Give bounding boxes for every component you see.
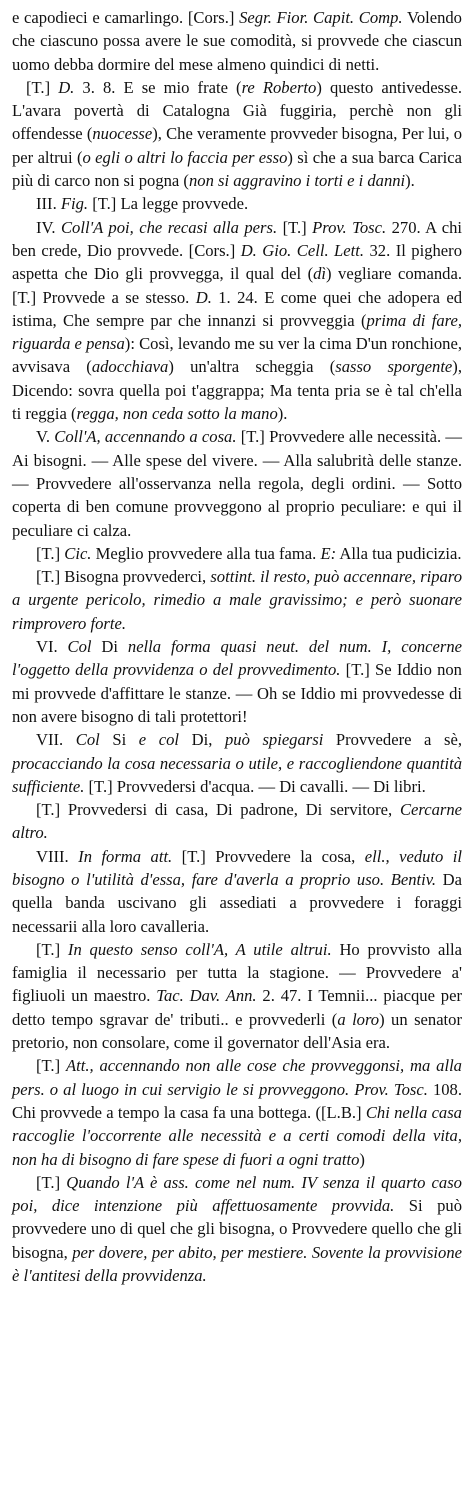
entry-paragraph (12, 845, 462, 938)
text-run: [T.] Bisogna provvederci, (36, 567, 211, 587)
text-run: Provvedere a sè, (323, 730, 462, 750)
italic-text-run: può spiegarsi (224, 730, 324, 750)
text-run: IV. (36, 217, 61, 237)
text-run: ) un senator pretorio, non consolare, come il governator dell'Asia era. (12, 1009, 462, 1053)
text-run: [T.] Provvedere alle necessità. — Ai bisogni. — Alle spese del vivere. — Alla salubrità delle stanze. — Provvedere all'osservanza nella regola, degli ordini. — Sotto coperta di ben comune provveggono al proprio peculiare: e qui il peculiare ci calza. (12, 427, 462, 540)
entry-paragraph (12, 6, 462, 76)
text-run: 2. 47. I Temnii... piacque per detto tempo sgravar de' tributi.. e provvederli ( (12, 986, 462, 1029)
text-run: Da quella banda uscivano gli assediati a provvedere i foraggi necessarii alla loro cavalleria. (12, 869, 462, 936)
italic-text-run: D. Gio. Cell. Lett. (240, 240, 365, 260)
italic-text-run: a loro (337, 1009, 380, 1029)
entry-paragraph (12, 76, 462, 192)
entry-paragraph (12, 542, 462, 565)
text-run: [T.] Provvedersi d'acqua. — Di cavalli. — Di libri. (84, 776, 426, 796)
italic-text-run: nella forma quasi neut. del num. I, concerne l'oggetto della provvidenza o del provvedimento. (12, 637, 463, 680)
italic-text-run: Segr. Fior. Capit. Comp. (239, 8, 403, 27)
italic-text-run: E: (320, 543, 337, 563)
italic-text-run: regga, non ceda sotto la mano (76, 404, 278, 424)
text-run: [T.] Provvedere la cosa, (172, 846, 365, 866)
text-run: ), Dicendo: sovra quella poi t'aggrappa; Ma tenta pria se è tal ch'ella ti reggia ( (12, 357, 462, 424)
italic-text-run: re Roberto (241, 77, 317, 97)
italic-text-run: In questo senso coll'A, A utile altrui. (67, 939, 332, 959)
text-run: Ho provvisto alla famiglia il necessario per tutta la stagione. — Provvedere a' figliuoli un maestro. (12, 939, 462, 1006)
text-run: [T.] Provvedersi di casa, Di padrone, Di servitore, (36, 800, 400, 820)
text-run: Si può provvedere uno di quel che gli bisogna, o Provvedere quello che gli bisogna, (12, 1196, 463, 1262)
italic-text-run: prima di fare, riguarda e pensa (12, 310, 462, 354)
italic-text-run: adocchiava (91, 357, 169, 377)
entry-paragraph (12, 216, 462, 426)
text-run: Alla tua pudicizia. (336, 543, 462, 563)
italic-text-run: nuocesse (92, 124, 153, 144)
italic-text-run: e col (138, 730, 180, 750)
text-run: [T.] (26, 77, 59, 97)
entry-paragraph (12, 728, 462, 798)
text-run: [T.] (36, 1172, 67, 1192)
text-run: VII. (36, 730, 76, 750)
text-run: 108. Chi provvede a tempo la casa fa una bottega. ([L.B.] (12, 1079, 462, 1122)
italic-text-run: Fig. (60, 194, 89, 214)
entry-paragraph (12, 635, 462, 728)
text-run: ) sì che a sua barca Carica più di carco non si pogna ( (12, 147, 463, 191)
text-run: Meglio provvedere alla tua fama. (91, 543, 321, 563)
text-run: V. (36, 427, 55, 447)
italic-text-run: Att., accennando non alle cose che provveggonsi, ma alla pers. o al luogo in cui servigio le si provveggono. Prov. Tosc. (12, 1056, 462, 1099)
italic-text-run: Quando l'A è ass. come nel num. IV senza il quarto caso poi, dice intenzione più affettuosamente provvida. (12, 1172, 462, 1216)
italic-text-run: Prov. Tosc. (312, 217, 387, 237)
text-run: [T.] (36, 939, 68, 959)
text-run: 3. 8. E se mio frate ( (74, 77, 242, 97)
text-run: 270. A chi ben crede, Dio provvede. [Cors.] (12, 217, 462, 260)
italic-text-run: o egli o altri lo faccia per esso (82, 147, 288, 167)
text-run: 1. 24. E come quei che adopera ed istima, Che sempre par che innanzi si provveggia ( (12, 287, 463, 330)
italic-text-run: D. (58, 77, 75, 97)
entry-paragraph (12, 565, 462, 635)
text-run: Volendo che ciascuno possa avere le sue comodità, si provvede che ciascun uomo debba dormire del mese almeno quindici di netti. (12, 8, 462, 74)
text-run: [T.] (36, 543, 65, 563)
text-run: ): Così, levando me su ver la cima D'un ronchione, avvisava ( (12, 334, 462, 377)
text-run: ) un'altra scheggia ( (168, 357, 336, 377)
text-run: ). (405, 171, 415, 191)
text-run: [T.] (36, 1056, 66, 1076)
italic-text-run: sottint. il resto, può accennare, riparo a urgente pericolo, rimedio a male gravissimo; e però suonare rimprovero forte. (12, 567, 462, 633)
text-run: VI. (36, 637, 68, 657)
text-run: ) vegliare comanda. [T.] Provvede a se stesso. (12, 264, 462, 307)
italic-text-run: Coll'A, accennando a cosa. (54, 427, 237, 447)
italic-text-run: Cercarne altro. (12, 800, 462, 843)
text-run: ) (359, 1149, 365, 1169)
text-run: VIII. (36, 846, 79, 866)
text-run: [T.] (277, 217, 313, 237)
italic-text-run: Tac. Dav. Ann. (156, 986, 257, 1006)
italic-text-run: non si aggravino i torti e i danni (188, 171, 406, 191)
entry-paragraph (12, 1054, 462, 1170)
entry-paragraph (12, 798, 462, 845)
text-run: ). (277, 404, 288, 424)
text-run: e capodieci e camarlingo. [Cors.] (12, 8, 240, 27)
text-run: ) questo antivedesse. L'avara povertà di Catalogna Già fuggiria, perchè non gli offendesse ( (12, 77, 462, 144)
italic-text-run: sasso sporgente (335, 357, 453, 377)
entry-paragraph (12, 425, 462, 541)
italic-text-run: dì (313, 264, 327, 284)
text-run: Di (91, 637, 128, 657)
italic-text-run: per dovere, per abito, per mestiere. Sovente la provvisione è l'antitesi della provvidenza. (12, 1242, 462, 1286)
italic-text-run: Chi nella casa raccoglie l'occorrente alle necessità e a certi comodi della vita, non ha di bisogno di fare spese di fuori a ogni tratto (12, 1102, 462, 1169)
text-run: 32. Il pighero aspetta che Dio gli provvegga, il qual del ( (12, 240, 462, 284)
entry-paragraph (12, 192, 462, 215)
italic-text-run: Coll'A poi, che recasi alla pers. (60, 217, 278, 237)
text-run: Di, (179, 730, 225, 750)
text-run: ), Che veramente provveder bisogna, Per lui, o per altrui ( (12, 124, 462, 167)
italic-text-run: ell., veduto il bisogno o l'utilità d'essa, fare d'averla a proprio uso. Bentiv. (12, 846, 463, 889)
italic-text-run: In forma att. (78, 846, 173, 866)
entry-paragraph (12, 938, 462, 1054)
italic-text-run: Col (75, 730, 100, 750)
text-run: [T.] La legge provvede. (88, 194, 249, 214)
italic-text-run: Col (67, 637, 92, 657)
text-run: [T.] Se Iddio non mi provvede d'affittare le stanze. — Oh se Iddio mi provvedesse di non avere bisogno di tali protettori! (12, 660, 462, 726)
italic-text-run: D. (195, 287, 212, 307)
italic-text-run: procacciando la cosa necessaria o utile, e raccogliendone quantità sufficiente. (12, 753, 462, 796)
entry-paragraph (12, 1171, 462, 1287)
text-run: Si (99, 730, 139, 750)
italic-text-run: Cic. (64, 543, 92, 563)
text-run: III. (36, 194, 61, 214)
